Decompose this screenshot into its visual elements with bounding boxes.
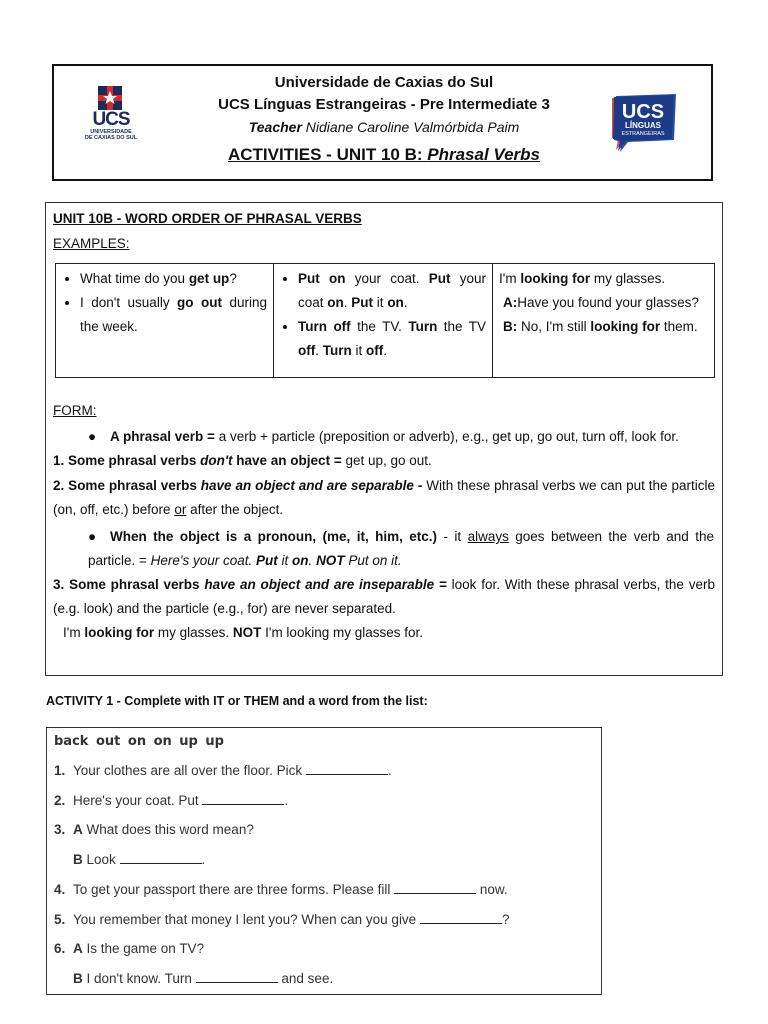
activity-item-5: 5. You remember that money I lent you? When can you give ?: [54, 912, 510, 927]
list-item: • Turn off the TV. Turn the TV off. Turn it off.: [298, 315, 486, 363]
list-item: • I don't usually go out during the week.: [80, 291, 267, 339]
ucs-linguas-badge-icon: [610, 92, 680, 154]
logo-right-sub1: LÍNGUAS: [625, 121, 661, 130]
example-line: A:Have you found your glasses?: [503, 295, 699, 310]
table-row: [56, 264, 715, 378]
activity-item-6a: 6. A Is the game on TV?: [54, 941, 205, 956]
list-item: • Put on your coat. Put your coat on. Put it on.: [298, 267, 486, 315]
answer-blank[interactable]: [196, 970, 278, 983]
examples-table: [55, 263, 715, 378]
header-text: [150, 72, 618, 170]
activity-item-3a: 3. A What does this word mean?: [54, 822, 254, 837]
ucs-linguas-logo: [610, 92, 680, 154]
teacher-label: Teacher: [248, 119, 302, 135]
university-name: Universidade de Caxias do Sul: [274, 74, 494, 91]
logo-left-subtitle: [78, 129, 144, 141]
logo-left-sub1: UNIVERSIDADE: [90, 129, 132, 135]
unit-heading: UNIT 10B - WORD ORDER OF PHRASAL VERBS: [53, 211, 362, 226]
inseparable-example: I'm looking for my glasses. NOT I'm looking my glasses for.: [63, 625, 423, 640]
pronoun-rule: ● When the object is a pronoun, (me, it, him, etc.) - it always goes between the verb and the particle. = Here's your coat. Put it on. NOT Put on it.: [88, 529, 715, 568]
course-name: UCS Línguas Estrangeiras - Pre Intermediate 3: [218, 96, 550, 113]
rule-2: 2. Some phrasal verbs have an object and are separable - With these phrasal verbs we can put the particle (on, off, etc.) before or after the object.: [53, 478, 715, 517]
answer-blank[interactable]: [306, 762, 388, 775]
page-title: [150, 140, 618, 170]
activity-item-2: 2. Here's your coat. Put .: [54, 793, 289, 808]
example-line: I'm looking for my glasses.: [499, 271, 666, 286]
activity-item-6b: B I don't know. Turn and see.: [73, 971, 334, 986]
title-main: ACTIVITIES - UNIT 10 B:: [227, 145, 428, 164]
example-line: B: No, I'm still looking for them.: [503, 319, 698, 334]
teacher-name: Nidiane Caroline Valmórbida Paim: [301, 119, 520, 135]
activity-item-3b: B Look .: [73, 852, 206, 867]
examples-cell-separable: [274, 264, 493, 378]
answer-blank[interactable]: [420, 911, 502, 924]
activity-item-1: 1. Your clothes are all over the floor. Pick .: [54, 763, 392, 778]
teacher-line: [150, 116, 618, 138]
logo-right-sub2: ESTRANGEIRAS: [621, 131, 665, 137]
rule-3: 3. Some phrasal verbs have an object and are inseparable = look for. With these phrasal verbs, the verb (e.g. look) and the particle (e.g., for) are never separated.: [53, 577, 715, 616]
examples-label: EXAMPLES:: [53, 236, 130, 251]
list-item: • What time do you get up?: [80, 267, 267, 291]
logo-right-text: UCS: [621, 101, 665, 123]
activity-heading: ACTIVITY 1 - Complete with IT or THEM and a word from the list:: [46, 694, 428, 708]
title-italic: Phrasal Verbs: [427, 145, 541, 164]
word-list: back out on on up up: [54, 734, 224, 749]
logo-left-sub2: DE CAXIAS DO SUL: [84, 135, 138, 141]
answer-blank[interactable]: [394, 881, 476, 894]
examples-cell-no-object: [56, 264, 274, 378]
form-label: FORM:: [53, 403, 97, 418]
answer-blank[interactable]: [120, 851, 202, 864]
logo-left-text: UCS: [92, 109, 130, 130]
ucs-university-logo: [78, 84, 144, 144]
answer-blank[interactable]: [202, 792, 284, 805]
examples-cell-inseparable: [493, 264, 715, 378]
activity-item-4: 4. To get your passport there are three forms. Please fill now.: [54, 882, 508, 897]
rule-1: 1. Some phrasal verbs don't have an object = get up, go out.: [53, 453, 432, 468]
form-definition: ● A phrasal verb = a verb + particle (preposition or adverb), e.g., get up, go out, turn off, look for.: [88, 429, 679, 444]
